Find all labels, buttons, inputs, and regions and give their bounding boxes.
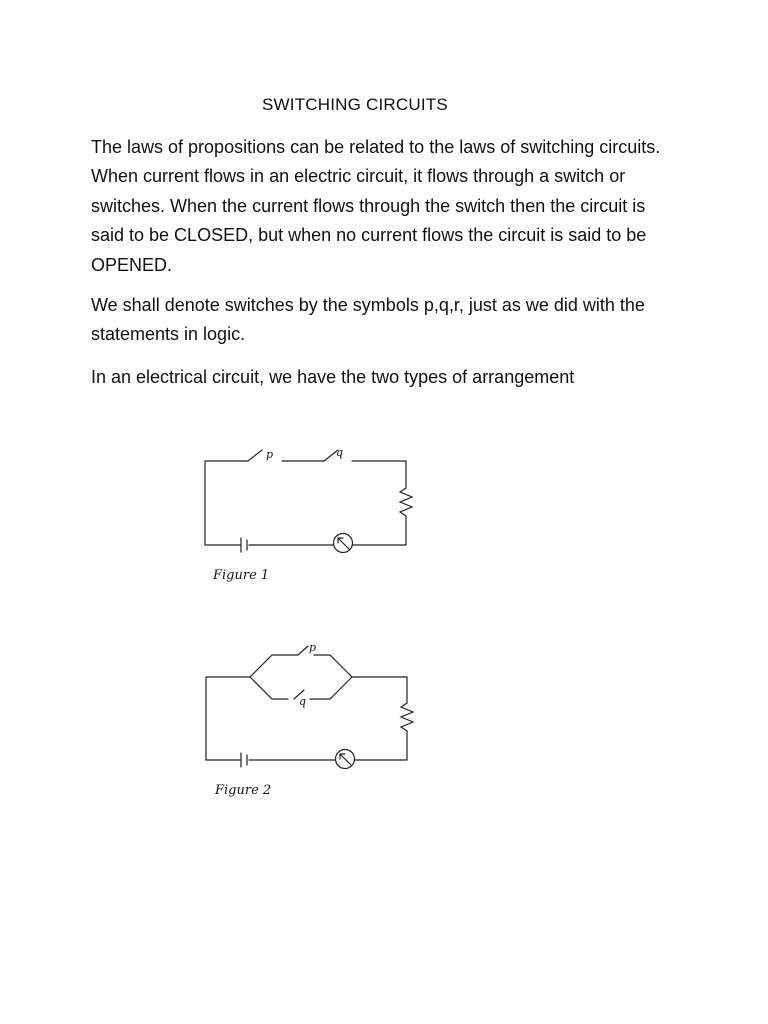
text-line: said to be CLOSED, but when no current flows the circuit is said to be	[91, 225, 647, 246]
wire	[355, 731, 407, 760]
document-title: SWITCHING CIRCUITS	[262, 95, 448, 114]
wire	[250, 655, 298, 677]
switch-p-label: p	[309, 641, 317, 654]
galvanometer-arrow	[340, 754, 351, 765]
text-line: switches. When the current flows through the switch then the circuit is	[91, 195, 646, 216]
switch-q-label: q	[336, 446, 344, 459]
switch-p-blade	[298, 646, 308, 655]
figure-2-caption: Figure 2	[215, 783, 272, 798]
switch-q-label: q	[299, 695, 307, 708]
wire	[250, 677, 288, 699]
text-line: When current flows in an electric circuit, it flows through a switch or	[91, 166, 626, 187]
text-line: We shall denote switches by the symbols p,q,r, just as we did with the	[91, 295, 645, 315]
text-line: OPENED.	[91, 254, 173, 275]
wire	[352, 677, 407, 703]
text-line: statements in logic.	[91, 324, 246, 345]
battery-icon	[241, 753, 247, 767]
figure-1-caption: Figure 1	[213, 568, 270, 583]
wire	[310, 677, 352, 699]
text-line: In an electrical circuit, we have the two types of arrangement	[91, 367, 575, 387]
wire	[206, 677, 250, 760]
wire	[314, 655, 352, 677]
switch-p-label: p	[266, 448, 274, 461]
resistor-icon	[401, 703, 413, 731]
text-line: The laws of propositions can be related to the laws of switching circuits.	[91, 137, 661, 157]
